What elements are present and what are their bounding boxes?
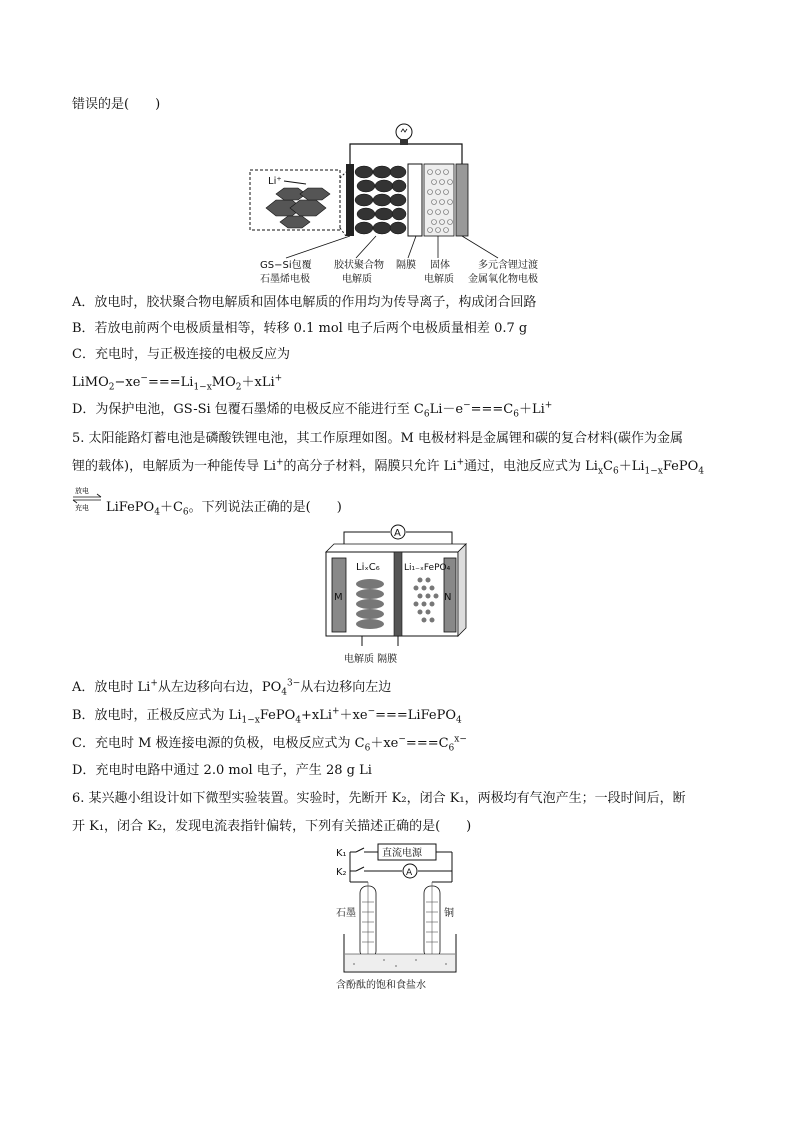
q4-battery-figure [246, 118, 546, 290]
q5-stem-line3: $LiFePO_4+C_6$。下列说法正确的是( ) [106, 500, 342, 518]
q5-option-c: C．充电时 M 极连接电源的负极，电极反应式为 $C_6+xe^-===C_6^{x-}$ [72, 734, 467, 754]
svg-text:固体: 固体 [430, 260, 450, 271]
q4-option-d: D．为保护电池，GS-Si 包覆石墨烯的电极反应不能进行至 $C_6Li-e^-===C_6+Li^+$ [72, 400, 553, 420]
q6-stem-line1: 6. 某兴趣小组设计如下微型实验装置。实验时，先断开 K₂，闭合 K₁，两极均有气泡产生；一段时间后，断 [72, 791, 686, 806]
ammeter-label: A [394, 528, 401, 539]
svg-text:含酚酞的饱和食盐水: 含酚酞的饱和食盐水 [336, 980, 426, 991]
svg-text:胶状聚合物: 胶状聚合物 [334, 260, 384, 271]
svg-text:电解质: 电解质 [342, 274, 372, 285]
svg-text:金属氧化物电极: 金属氧化物电极 [468, 274, 538, 285]
li-label: Li⁺ [268, 176, 282, 187]
q6-electrolysis-figure [330, 842, 470, 992]
lightbulb-icon [396, 124, 412, 145]
svg-text:放电: 放电 [75, 487, 89, 495]
svg-text:LiₓC₆: LiₓC₆ [356, 562, 380, 573]
q5-stem-line2: 锂的载体)，电解质为一种能传导 Li+的高分子材料，隔膜只允许 Li+通过，电池反应式为 $Li_xC_6+Li_{1-x}FePO_4$ [72, 457, 705, 477]
svg-text:电解质 隔膜: 电解质 隔膜 [344, 654, 398, 665]
svg-text:石墨烯电极: 石墨烯电极 [260, 274, 310, 285]
svg-text:Li₁₋ₓFePO₄: Li₁₋ₓFePO₄ [404, 563, 451, 573]
svg-text:充电: 充电 [75, 504, 89, 512]
reversible-arrow [72, 484, 102, 514]
q4-option-c-equation: $LiMO_2-xe^-===Li_{1-x}MO_2+xLi^+$ [72, 373, 283, 393]
q4-option-a: A．放电时，胶状聚合物电解质和固体电解质的作用均为传导离子，构成闭合回路 [72, 295, 537, 310]
q4-option-c: C．充电时，与正极连接的电极反应为 [72, 347, 290, 362]
q4-option-b: B．若放电前两个电极质量相等，转移 0.1 mol 电子后两个电极质量相差 0.7 g [72, 321, 528, 336]
svg-text:电解质: 电解质 [424, 274, 454, 285]
q5-stem-line1: 5. 太阳能路灯蓄电池是磷酸铁锂电池，其工作原理如图。M 电极材料是金属锂和碳的复合材料(碳作为金属 [72, 431, 684, 446]
q6-stem-line2: 开 K₁，闭合 K₂，发现电流表指针偏转，下列有关描述正确的是( ) [72, 819, 472, 834]
q4-stem-tail: 错误的是( ) [72, 97, 161, 112]
svg-text:K₂: K₂ [336, 867, 347, 878]
svg-text:N: N [444, 592, 452, 603]
svg-text:隔膜: 隔膜 [396, 260, 416, 271]
q5-battery-figure [318, 522, 478, 672]
svg-text:GS−Si包覆: GS−Si包覆 [260, 260, 312, 271]
svg-text:A: A [406, 868, 413, 878]
q5-option-b: B．放电时，正极反应式为 $Li_{1-x}FePO_4+xLi^++xe^-===LiFePO_4$ [72, 706, 462, 726]
q5-option-d: D．充电时电路中通过 2.0 mol 电子，产生 28 g Li [72, 763, 372, 778]
svg-text:多元含锂过渡: 多元含锂过渡 [478, 260, 538, 271]
svg-text:铜: 铜 [444, 908, 454, 919]
q5-option-a: A．放电时 Li+从左边移向右边，$PO_4^{3-}$从右边移向左边 [72, 678, 392, 698]
svg-text:石墨: 石墨 [336, 908, 356, 919]
svg-text:M: M [334, 592, 343, 603]
svg-text:直流电源: 直流电源 [382, 848, 422, 859]
svg-text:K₁: K₁ [336, 848, 347, 859]
